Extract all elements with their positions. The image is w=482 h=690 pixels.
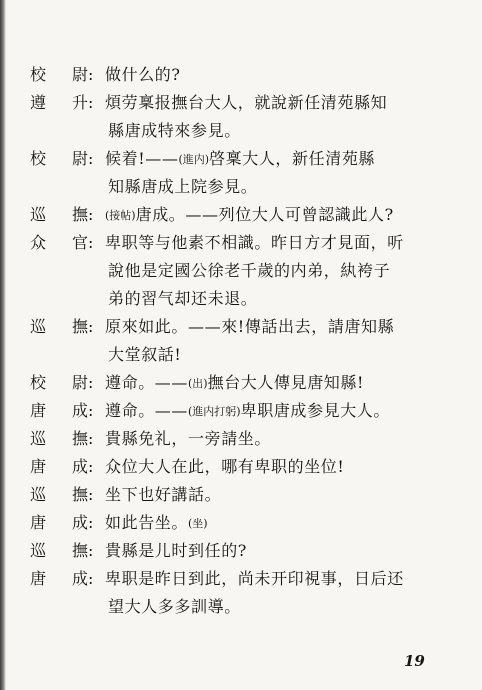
line-text: 卑职等与他素不相識。昨日方才見面，听	[105, 233, 404, 252]
line-text: 知縣唐成上院参見。	[108, 177, 258, 196]
dialogue-line	[0, 145, 482, 173]
dialogue-line	[0, 61, 482, 89]
line-text: 候着!——(進内)啓稟大人，新任清苑縣	[105, 149, 376, 168]
continuation-line	[0, 285, 482, 313]
line-text: 貴縣是儿时到任的?	[105, 541, 247, 560]
speaker-colon: :	[88, 233, 94, 252]
line-text: 弟的習气却还未退。	[108, 289, 258, 308]
dialogue-line	[0, 369, 482, 397]
speaker-name: 巡 撫	[30, 429, 88, 448]
line-text: 縣唐成特來参見。	[108, 121, 241, 140]
speaker-colon: :	[88, 205, 94, 224]
line-text: 遵命。——(進内打躬)卑职唐成参見大人。	[105, 401, 391, 420]
speaker-colon: :	[88, 513, 94, 532]
continuation-line	[0, 257, 482, 285]
stage-direction: (接帖)	[105, 209, 136, 222]
dialogue-line	[0, 537, 482, 565]
dialogue-line	[0, 565, 482, 593]
stage-direction: (坐)	[188, 517, 208, 530]
speaker-name: 巡 撫	[30, 541, 88, 560]
dialogue-line	[0, 397, 482, 425]
speaker-colon: :	[88, 541, 94, 560]
speaker-name: 巡 撫	[30, 317, 88, 336]
dialogue-line	[0, 453, 482, 481]
speaker-name: 巡 撫	[30, 205, 88, 224]
speaker-name: 校 尉	[30, 373, 88, 392]
speaker-colon: :	[88, 485, 94, 504]
line-text: 如此告坐。(坐)	[105, 513, 208, 532]
stage-direction: (出)	[188, 377, 208, 390]
speaker-colon: :	[88, 569, 94, 588]
speaker-name: 巡 撫	[30, 485, 88, 504]
dialogue-line	[0, 201, 482, 229]
speaker-name: 遵 升	[30, 93, 88, 112]
line-text: (接帖)唐成。——列位大人可曾認識此人?	[105, 205, 394, 224]
speaker-name: 唐 成	[30, 513, 88, 532]
continuation-line	[0, 173, 482, 201]
line-text: 說他是定國公徐老千歲的内弟，紈袴子	[108, 261, 391, 280]
line-text: 大堂叙話!	[108, 345, 182, 364]
dialogue-line	[0, 425, 482, 453]
continuation-line	[0, 117, 482, 145]
stage-direction: (進内打躬)	[188, 405, 241, 418]
stage-direction: (進内)	[178, 153, 210, 166]
dialogue-line	[0, 509, 482, 537]
line-text: 卑职是昨日到此，尚未开印視事，日后还	[105, 569, 404, 588]
dialogue-line	[0, 89, 482, 117]
line-text: 貴縣免礼，一旁請坐。	[105, 429, 272, 448]
speaker-name: 校 尉	[30, 149, 88, 168]
speaker-colon: :	[88, 93, 94, 112]
dialogue-line	[0, 229, 482, 257]
speaker-name: 唐 成	[30, 569, 88, 588]
speaker-colon: :	[88, 429, 94, 448]
speaker-colon: :	[88, 401, 94, 420]
speaker-name: 众 官	[30, 233, 88, 252]
speaker-colon: :	[88, 65, 94, 84]
page-number: 19	[404, 652, 425, 670]
line-text: 做什么的?	[105, 65, 181, 84]
line-text: 众位大人在此，哪有卑职的坐位!	[105, 457, 345, 476]
speaker-colon: :	[88, 317, 94, 336]
line-text: 原來如此。——來!傳話出去，請唐知縣	[105, 317, 395, 336]
line-text: 望大人多多訓導。	[108, 597, 241, 616]
dialogue-line	[0, 313, 482, 341]
continuation-line	[0, 593, 482, 621]
script-dialogue	[0, 61, 482, 621]
speaker-name: 唐 成	[30, 457, 88, 476]
line-text: 煩劳稟报撫台大人，就說新任清苑縣知	[105, 93, 388, 112]
speaker-name: 校 尉	[30, 65, 88, 84]
line-text: 坐下也好講話。	[105, 485, 222, 504]
dialogue-line	[0, 481, 482, 509]
continuation-line	[0, 341, 482, 369]
line-text: 遵命。——(出)撫台大人傳見唐知縣!	[105, 373, 365, 392]
speaker-colon: :	[88, 373, 94, 392]
speaker-colon: :	[88, 457, 94, 476]
speaker-name: 唐 成	[30, 401, 88, 420]
speaker-colon: :	[88, 149, 94, 168]
